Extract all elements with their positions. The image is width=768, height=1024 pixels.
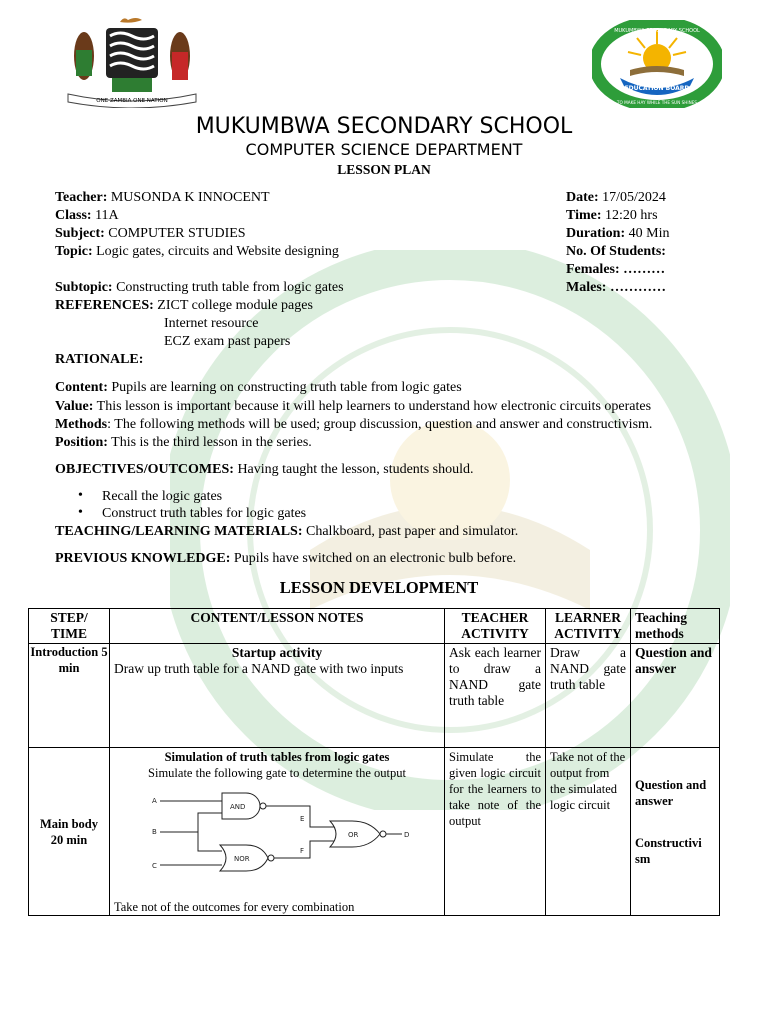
references-line: REFERENCES: ZICT college module pages — [55, 298, 313, 313]
subtopic-line: Subtopic: Constructing truth table from logic gates — [55, 280, 344, 295]
header-step: STEP/ TIME — [29, 609, 110, 644]
input-c-label: C — [152, 862, 157, 870]
method-cell — [631, 748, 720, 916]
class-line: Class: 11A — [55, 208, 119, 223]
content-title: Simulation of truth tables from logic gates — [164, 750, 390, 764]
previous-knowledge-line: PREVIOUS KNOWLEDGE: Pupils have switched on an electronic bulb before. — [55, 551, 517, 566]
method-secondary: Constructivi sm — [635, 836, 702, 866]
content-cell — [110, 748, 445, 916]
svg-text:EDUCATION BOARD: EDUCATION BOARD — [624, 85, 690, 92]
students-line: No. Of Students: — [566, 244, 666, 259]
lesson-development-title: LESSON DEVELOPMENT — [279, 578, 479, 597]
date-line: Date: 17/05/2024 — [566, 190, 666, 205]
position-line: Position: This is the third lesson in the series. — [55, 435, 312, 450]
content-text: Draw up truth table for a NAND gate with two inputs — [114, 661, 404, 676]
teacher-line: Teacher: MUSONDA K INNOCENT — [55, 190, 270, 205]
lesson-plan-page: ONE ZAMBIA ONE NATION EDUCATION BOARD MUKUMBWA SECONDARY SCHOOL TO MAKE HAY WHILE THE SUN SHINES MUKUMBWA SECONDARY SCHOOL COMPUTER SCIENCE DEPARTMENT LESSON PLAN Teacher: MUSONDA K INNOCENT Class: 11A Subject: COMPUTER STUDIES Topic: Logic gates, circuits and Website designing Date: 17/05/2024 Time: 12:20 hrs Duration: 40 Min No. Of Students: Females: ……… Males: ………… Subtopic: Constructing truth table from logic gates REFERENCES: ZICT college module pages Internet resource ECZ exam past papers RATIONALE: Content: Pupils are learning on constructing truth table from logic gates Value: This lesson is important because it will help learners to understand how electronic circuits operates Methods: The following methods will be used; group discussion, question and answer and constructivism. Position: This is the third lesson in the series. OBJECTIVES/OUTCOMES: Having taught the lesson, students should. Recall the logic gates Construct truth tables for logic gates TEACHING/LEARNING MATERIALS: Chalkboard, past paper and simulator. PREVIOUS KNOWLEDGE: Pupils have switched on an electronic bulb before. LESSON DEVELOPMENT STEP/ TIME CONTENT/LESSON NOTES TEACHER ACTIVITY LEARNER ACTIVITY Teaching methods Introduction 5 min Startup activity Draw up truth table for a NAND gate with two inputs Ask each learner to draw a NAND gate truth table Draw a NAND gate truth table Question and answer Main body 20 min Simulation of truth tables from logic gates Simulate the following gate to determine the output A B C AND NOR OR E F D Take not of the outcomes for every combination Simulate the given logic circuit for the learners to take note of the output Take not of the output from the simulated logic circuit Question and answer Constructivi sm — [0, 0, 768, 1024]
rationale-heading: RATIONALE: — [55, 352, 144, 367]
school-name: MUKUMBWA SECONDARY SCHOOL — [195, 114, 573, 139]
step-cell: Main body 20 min — [29, 748, 110, 916]
lesson-development-table — [28, 608, 720, 916]
step-cell: Introduction 5 min — [29, 644, 110, 748]
content-foot: Take not of the outcomes for every combination — [114, 900, 355, 914]
table-row — [29, 748, 720, 916]
department-name: COMPUTER SCIENCE DEPARTMENT — [245, 140, 523, 159]
learner-cell: Take not of the output from the simulated logic circuit — [546, 748, 631, 916]
document-title: LESSON PLAN — [337, 162, 431, 177]
methods-line: Methods: The following methods will be used; group discussion, question and answer and constructivism. — [55, 417, 653, 432]
output-d-label: D — [404, 831, 410, 839]
input-b-label: B — [152, 828, 157, 836]
method-primary: Question and answer — [635, 778, 707, 808]
content-cell — [110, 644, 445, 748]
node-f-label: F — [300, 847, 305, 855]
time-line: Time: 12:20 hrs — [566, 208, 658, 223]
value-line: Value: This lesson is important because it will help learners to understand how electronic circuits operates — [55, 399, 652, 414]
svg-text:TO MAKE HAY WHILE THE SUN SHIN: TO MAKE HAY WHILE THE SUN SHINES — [616, 100, 698, 105]
or-gate-label: OR — [348, 831, 359, 839]
header-content: CONTENT/LESSON NOTES — [110, 609, 445, 644]
teacher-cell: Simulate the given logic circuit for the learners to take note of the output — [445, 748, 546, 916]
duration-line: Duration: 40 Min — [566, 226, 670, 241]
subject-line: Subject: COMPUTER STUDIES — [55, 226, 246, 241]
coat-of-arms-logo — [62, 16, 202, 108]
school-badge-logo — [592, 20, 722, 108]
header-learner: LEARNER ACTIVITY — [546, 609, 631, 644]
method-cell: Question and answer — [631, 644, 720, 748]
content-sub: Simulate the following gate to determine the output — [148, 766, 406, 780]
nor-gate-label: NOR — [234, 855, 250, 863]
input-a-label: A — [152, 797, 157, 805]
topic-line: Topic: Logic gates, circuits and Website designing — [55, 244, 339, 259]
svg-text:ONE ZAMBIA ONE NATION: ONE ZAMBIA ONE NATION — [96, 98, 168, 104]
learner-cell: Draw a NAND gate truth table — [546, 644, 631, 748]
table-header-row — [29, 609, 720, 644]
materials-line: TEACHING/LEARNING MATERIALS: Chalkboard, past paper and simulator. — [55, 524, 519, 539]
content-line: Content: Pupils are learning on constructing truth table from logic gates — [55, 380, 462, 395]
males-line: Males: ………… — [566, 280, 666, 295]
table-row — [29, 644, 720, 748]
logic-circuit-diagram — [150, 787, 440, 875]
objectives-line: OBJECTIVES/OUTCOMES: Having taught the lesson, students should. — [55, 462, 474, 477]
node-e-label: E — [300, 815, 305, 823]
teacher-cell: Ask each learner to draw a NAND gate truth table — [445, 644, 546, 748]
and-gate-label: AND — [230, 803, 246, 811]
svg-text:MUKUMBWA SECONDARY SCHOOL: MUKUMBWA SECONDARY SCHOOL — [614, 28, 700, 34]
reference-item: Internet resource — [164, 316, 259, 331]
header-teacher: TEACHER ACTIVITY — [445, 609, 546, 644]
content-title: Startup activity — [231, 645, 323, 660]
header-methods: Teaching methods — [631, 609, 720, 644]
reference-item: ECZ exam past papers — [164, 334, 291, 349]
females-line: Females: ……… — [566, 262, 666, 277]
